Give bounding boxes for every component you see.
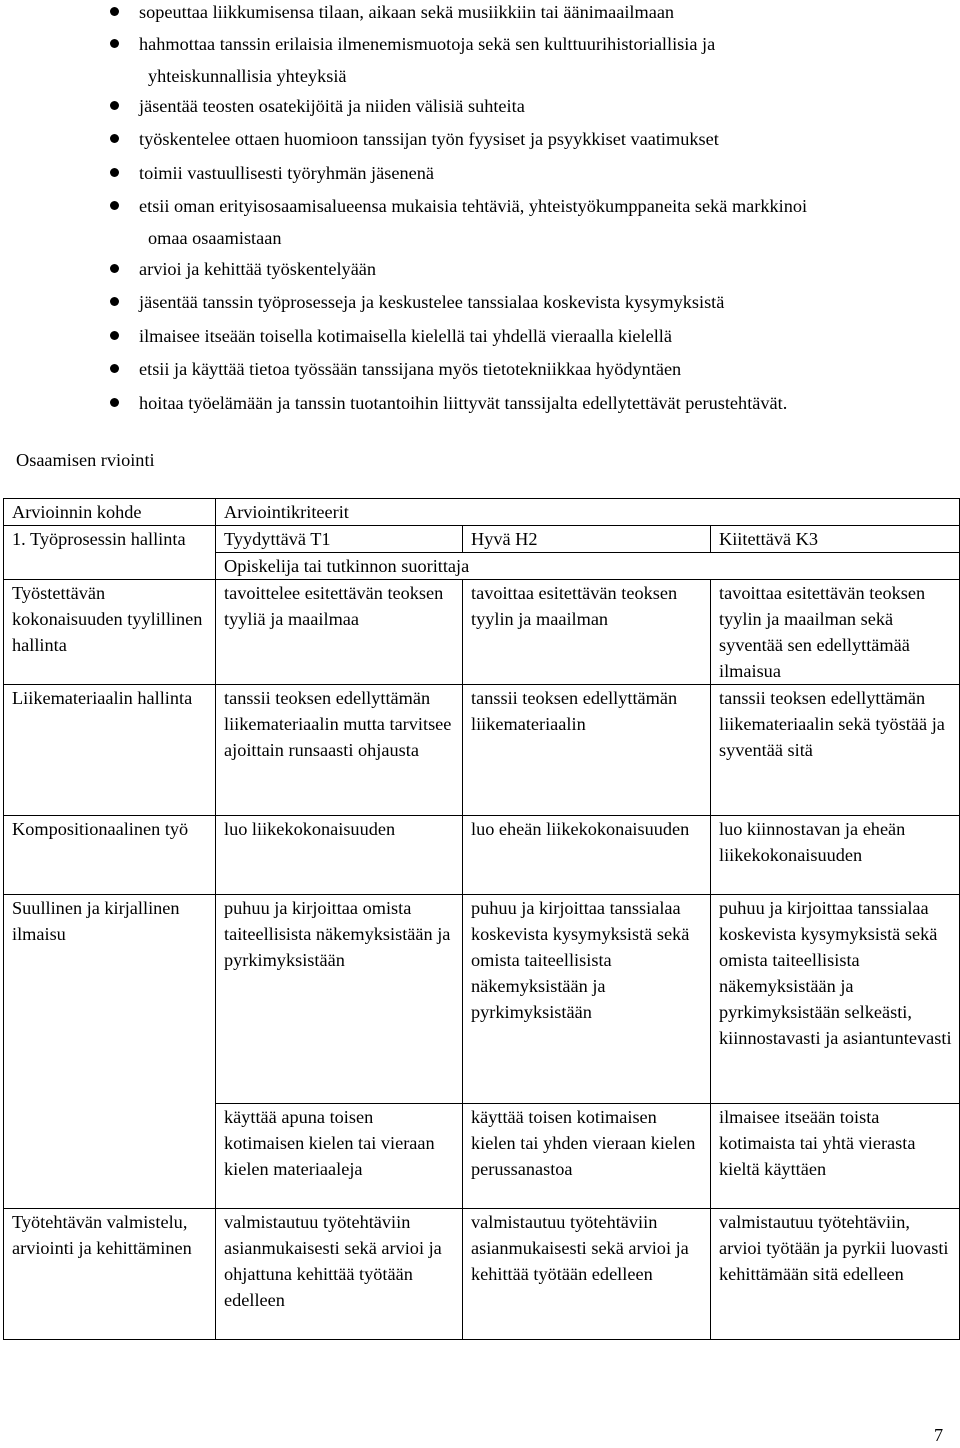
bullet-continuation: omaa osaamistaan	[148, 228, 282, 248]
grade-t1: Tyydyttävä T1	[216, 526, 463, 553]
row-kohde: Kompositionaalinen työ	[4, 816, 216, 895]
bullet-text: sopeuttaa liikkumisensa tilaan, aikaan sekä musiikkiin tai äänimaailmaan	[139, 2, 675, 22]
section-heading: Osaamisen rviointi	[16, 450, 155, 470]
bullet-continuation: yhteiskunnallisia yhteyksiä	[148, 66, 347, 86]
grade-k3: Kiitettävä K3	[711, 526, 960, 553]
cell-k3: tavoittaa esitettävän teoksen tyylin ja maailman sekä syventää sen edellyttämää ilmaisua	[711, 580, 960, 685]
cell-t1: tavoittelee esitettävän teoksen tyyliä ja maailmaa	[216, 580, 463, 685]
cell-k3: valmistautuu työtehtäviin, arvioi työtään ja pyrkii luovasti kehittämään sitä edelleen	[711, 1209, 960, 1340]
cell-k3: tanssii teoksen edellyttämän liikemateriaalin sekä työstää ja syventää sitä	[711, 685, 960, 816]
bullet-text: arvioi ja kehittää työskentelyään	[139, 259, 377, 279]
bullet-text: työskentelee ottaen huomioon tanssijan työn fyysiset ja psyykkiset vaatimukset	[139, 129, 719, 149]
bullet-text: hahmottaa tanssin erilaisia ilmenemismuotoja sekä sen kulttuurihistoriallisia ja	[139, 34, 716, 54]
table-row	[4, 499, 960, 526]
table-row	[4, 1209, 960, 1340]
row-kohde	[4, 1104, 216, 1209]
row-kohde: Liikemateriaalin hallinta	[4, 685, 216, 816]
header-kohde: Arvioinnin kohde	[4, 499, 216, 526]
section-title: 1. Työprosessin hallinta	[4, 526, 216, 580]
cell-k3: puhuu ja kirjoittaa tanssialaa koskevista kysymyksistä sekä omista taiteellisista näkemyksistään ja pyrkimyksistään selkeästi, kiinnostavasti ja asiantuntevasti	[711, 895, 960, 1104]
grade-h2: Hyvä H2	[463, 526, 711, 553]
cell-t1: luo liikekokonaisuuden	[216, 816, 463, 895]
criteria-table	[3, 498, 960, 1340]
bullet-icon	[110, 364, 119, 373]
bullet-icon	[110, 264, 119, 273]
bullet-text: hoitaa työelämään ja tanssin tuotantoihin liittyvät tanssijalta edellytettävät perustehtävät.	[139, 393, 788, 413]
cell-k3: ilmaisee itseään toista kotimaista tai yhtä vierasta kieltä käyttäen	[711, 1104, 960, 1209]
bullet-icon	[110, 7, 119, 16]
table-row	[4, 685, 960, 816]
table-row	[4, 526, 960, 553]
cell-h2: valmistautuu työtehtäviin asianmukaisesti sekä arvioi ja kehittää työtään edelleen	[463, 1209, 711, 1340]
bullet-icon	[110, 201, 119, 210]
table-row	[4, 1104, 960, 1209]
table-row	[4, 580, 960, 685]
bullet-icon	[110, 39, 119, 48]
bullet-icon	[110, 398, 119, 407]
bullet-text: etsii ja käyttää tietoa työssään tanssijana myös tietotekniikkaa hyödyntäen	[139, 359, 682, 379]
bullet-icon	[110, 134, 119, 143]
cell-h2: käyttää toisen kotimaisen kielen tai yhden vieraan kielen perussanastoa	[463, 1104, 711, 1209]
bullet-icon	[110, 168, 119, 177]
page-number: 7	[934, 1425, 944, 1445]
cell-h2: luo eheän liikekokonaisuuden	[463, 816, 711, 895]
opiskelija-label: Opiskelija tai tutkinnon suorittaja	[216, 553, 960, 580]
bullet-text: ilmaisee itseään toisella kotimaisella kielellä tai yhdellä vieraalla kielellä	[139, 326, 672, 346]
cell-t1: valmistautuu työtehtäviin asianmukaisesti sekä arvioi ja ohjattuna kehittää työtään edelleen	[216, 1209, 463, 1340]
bullet-text: etsii oman erityisosaamisalueensa mukaisia tehtäviä, yhteistyökumppaneita sekä markkinoi	[139, 196, 808, 216]
header-kriteerit: Arviointikriteerit	[216, 499, 960, 526]
table-row	[4, 895, 960, 1104]
cell-t1: tanssii teoksen edellyttämän liikemateriaalin mutta tarvitsee ajoittain runsaasti ohjausta	[216, 685, 463, 816]
bullet-text: jäsentää teosten osatekijöitä ja niiden välisiä suhteita	[139, 96, 525, 116]
cell-t1: käyttää apuna toisen kotimaisen kielen tai vieraan kielen materiaaleja	[216, 1104, 463, 1209]
table-row	[4, 816, 960, 895]
cell-k3: luo kiinnostavan ja eheän liikekokonaisuuden	[711, 816, 960, 895]
bullet-text: jäsentää tanssin työprosesseja ja keskustelee tanssialaa koskevista kysymyksistä	[139, 292, 725, 312]
cell-h2: tavoittaa esitettävän teoksen tyylin ja maailman	[463, 580, 711, 685]
bullet-icon	[110, 101, 119, 110]
cell-t1: puhuu ja kirjoittaa omista taiteellisista näkemyksistään ja pyrkimyksistään	[216, 895, 463, 1104]
bullet-text: toimii vastuullisesti työryhmän jäsenenä	[139, 163, 434, 183]
row-kohde: Suullinen ja kirjallinen ilmaisu	[4, 895, 216, 1104]
bullet-icon	[110, 331, 119, 340]
cell-h2: tanssii teoksen edellyttämän liikemateriaalin	[463, 685, 711, 816]
bullet-icon	[110, 297, 119, 306]
cell-h2: puhuu ja kirjoittaa tanssialaa koskevista kysymyksistä sekä omista taiteellisista näkemyksistään ja pyrkimyksistään	[463, 895, 711, 1104]
row-kohde: Työtehtävän valmistelu, arviointi ja kehittäminen	[4, 1209, 216, 1340]
row-kohde: Työstettävän kokonaisuuden tyylillinen hallinta	[4, 580, 216, 685]
